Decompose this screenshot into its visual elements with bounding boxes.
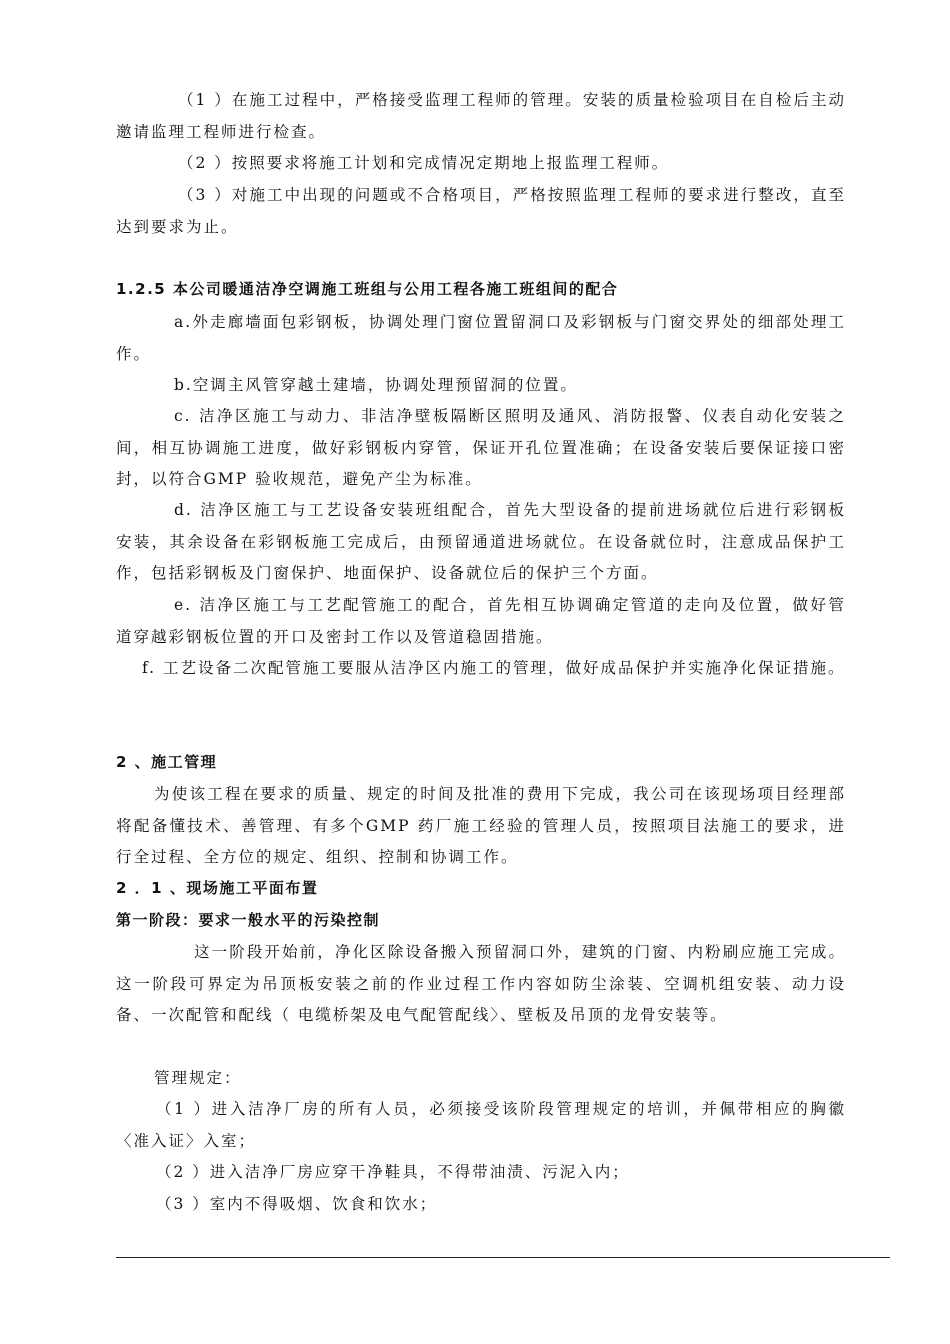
item-c: c. 洁净区施工与动力、非洁净壁板隔断区照明及通风、消防报警、仪表自动化安装之间，相互协调施工进度，做好彩钢板内穿管，保证开孔位置准确；在设备安装后要保证接口密封，以符合GMP 验收规范，避免产尘为标准。 — [116, 407, 846, 488]
item-e: e. 洁净区施工与工艺配管施工的配合，首先相互协调确定管道的走向及位置，做好管道穿越彩钢板位置的开口及密封工作以及管道稳固措施。 — [116, 596, 846, 646]
phase-one-text: 这一阶段开始前，净化区除设备搬入预留洞口外，建筑的门窗、内粉刷应施工完成。这一阶段可界定为吊顶板安装之前的作业过程工作内容如防尘涂装、空调机组安装、动力设备、一次配管和配线（ 电缆桥架及电气配管配线〉、壁板及吊顶的龙骨安装等。 — [116, 943, 846, 1024]
section-1-2-5-heading: 1.2.5 本公司暖通洁净空调施工班组与公用工程各施工班组间的配合 — [116, 280, 619, 298]
item-f: f. 工艺设备二次配管施工要服从洁净区内施工的管理，做好成品保护并实施净化保证措施。 — [142, 659, 846, 677]
supervision-item-1: （1 ）在施工过程中，严格接受监理工程师的管理。安装的质量检验项目在自检后主动邀请监理工程师进行检查。 — [116, 91, 846, 141]
phase-one-heading: 第一阶段：要求一般水平的污染控制 — [116, 911, 381, 929]
rule-3: （3 ）室内不得吸烟、饮食和饮水； — [156, 1195, 438, 1213]
rule-2: （2 ）进入洁净厂房应穿干净鞋具，不得带油渍、污泥入内； — [156, 1163, 630, 1181]
item-b: b.空调主风管穿越土建墙，协调处理预留洞的位置。 — [174, 376, 578, 394]
section-2-intro: 为使该工程在要求的质量、规定的时间及批准的费用下完成，我公司在该现场项目经理部将配备懂技术、善管理、有多个GMP 药厂施工经验的管理人员，按照项目法施工的要求，进行全过程、全方位的规定、组织、控制和协调工作。 — [116, 785, 846, 866]
footer-divider — [116, 1257, 890, 1258]
item-d: d. 洁净区施工与工艺设备安装班组配合，首先大型设备的提前进场就位后进行彩钢板安装，其余设备在彩钢板施工完成后，由预留通道进场就位。在设备就位时，注意成品保护工作，包括彩钢板及门窗保护、地面保护、设备就位后的保护三个方面。 — [116, 501, 846, 582]
supervision-item-2: （2 ）按照要求将施工计划和完成情况定期地上报监理工程师。 — [178, 154, 670, 172]
item-a: a.外走廊墙面包彩钢板，协调处理门窗位置留洞口及彩钢板与门窗交界处的细部处理工作。 — [116, 313, 846, 363]
rules-label: 管理规定： — [154, 1069, 242, 1087]
supervision-item-3: （3 ）对施工中出现的问题或不合格项目，严格按照监理工程师的要求进行整改，直至达到要求为止。 — [116, 186, 846, 236]
section-2-heading: 2 、施工管理 — [116, 753, 218, 771]
rule-1: （1 ）进入洁净厂房的所有人员，必须接受该阶段管理规定的培训，并佩带相应的胸徽〈准入证〉入室； — [116, 1100, 846, 1150]
section-2-1-heading: 2 ．1 、现场施工平面布置 — [116, 879, 319, 897]
